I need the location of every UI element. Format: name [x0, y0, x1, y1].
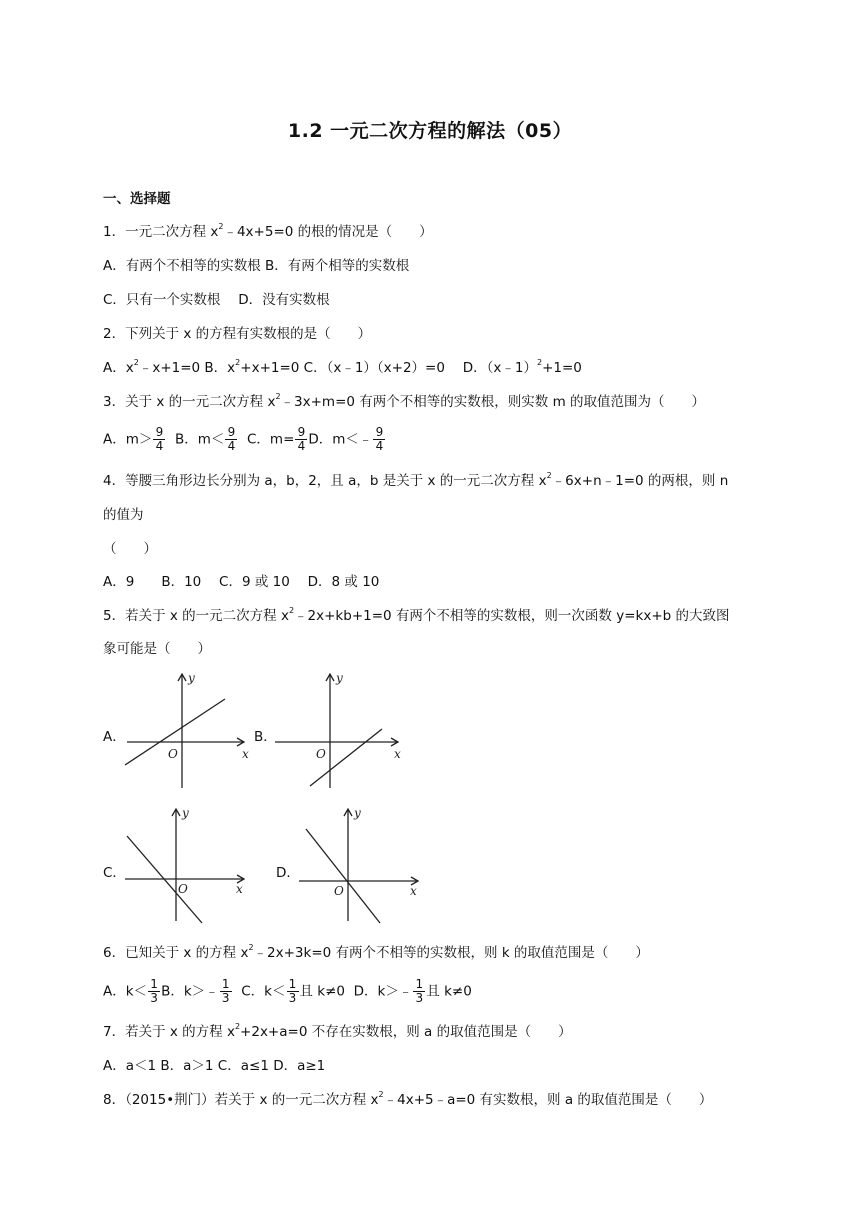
question-7: 7．若关于 x 的方程 $x^2+2x+a=0$ 不存在实数根，则 a 的取值范围是（ ）: [103, 1022, 572, 1040]
question-2: 2．下列关于 x 的方程有实数根的是（ ）: [103, 326, 372, 342]
svg-text:y: y: [182, 806, 189, 820]
svg-text:x: x: [242, 747, 249, 761]
fraction: $\frac{1}{3}$: [220, 978, 232, 1005]
question-3: 3．关于 x 的一元二次方程 $x^2﹣3x+m=0$ 有两个不相等的实数根，则实数 m 的取值范围为（ ）: [103, 392, 706, 410]
svg-text:y: y: [336, 671, 343, 685]
fraction: $\frac{9}{4}$: [225, 426, 237, 453]
graph-label-b: B．: [254, 729, 277, 745]
question-4-options: A．9 B．10 C．9 或 10 D．8 或 10: [103, 574, 380, 590]
question-6-options: A．k＜ $\frac{1}{3}$ B．k＞﹣ $\frac{1}{3}$ C．k＜ $\frac{1}{3}$ 且 k≠0 D．k＞﹣ $\frac{1}{3}$ 且 k≠0: [103, 977, 472, 1005]
graph-label-d: D．: [276, 865, 300, 881]
fraction: $\frac{1}{3}$: [148, 978, 160, 1005]
question-1-options-row1: A．有两个不相等的实数根 B．有两个相等的实数根: [103, 258, 410, 274]
graph-label-a: A．: [103, 729, 126, 745]
fraction: $\frac{1}{3}$: [413, 978, 425, 1005]
question-5-line2: 象可能是（ ）: [103, 641, 211, 657]
graph-a: [122, 668, 252, 793]
question-7-options: A．a＜1 B．a＞1 C．a≤1 D．a≥1: [103, 1058, 326, 1074]
question-4-line3: （ ）: [103, 541, 157, 557]
svg-text:O: O: [168, 747, 178, 761]
question-3-options: A．m＞ $\frac{9}{4}$ B．m＜ $\frac{9}{4}$ C．m= $\frac{9}{4}$ D．m＜﹣ $\frac{9}{4}$: [103, 426, 386, 453]
graph-d: [296, 803, 426, 928]
question-5: 5．若关于 x 的一元二次方程 $x^2﹣2x+kb+1=0$ 有两个不相等的实数根，则一次函数 y=kx+b 的大致图: [103, 606, 730, 624]
question-2-options: A．$x^2﹣x+1=0$ B．$x^2+x+1=0$ C．（x﹣1）（x+2）=0 D．（x﹣1）$^2$+1=0: [103, 358, 582, 376]
fraction: $\frac{9}{4}$: [295, 426, 307, 453]
graph-label-c: C．: [103, 865, 126, 881]
svg-text:O: O: [178, 882, 188, 896]
fraction: $\frac{9}{4}$: [153, 426, 165, 453]
fraction: $\frac{9}{4}$: [373, 426, 385, 453]
question-6: 6．已知关于 x 的方程 $x^2﹣2x+3k=0$ 有两个不相等的实数根，则 k 的取值范围是（ ）: [103, 943, 649, 961]
svg-text:O: O: [334, 884, 344, 898]
graph-b: [270, 668, 405, 793]
question-4-line2: 的值为: [103, 507, 144, 523]
svg-text:y: y: [188, 671, 195, 685]
svg-text:y: y: [354, 806, 361, 820]
question-1-options-row2: C．只有一个实数根 D．没有实数根: [103, 292, 330, 308]
graph-c: [122, 803, 252, 928]
svg-text:x: x: [236, 882, 243, 896]
svg-text:O: O: [316, 747, 326, 761]
question-1: 1．一元二次方程 $x^2﹣4x+5=0$ 的根的情况是（ ）: [103, 222, 433, 240]
svg-text:x: x: [394, 747, 401, 761]
question-8: 8．（2015•荆门）若关于 x 的一元二次方程 $x^2﹣4x+5﹣a=0$ 有实数根，则 a 的取值范围是（ ）: [103, 1090, 713, 1108]
section-heading: 一、选择题: [103, 191, 171, 207]
fraction: $\frac{1}{3}$: [287, 978, 299, 1005]
page-title: 1.2 一元二次方程的解法（05）: [287, 120, 573, 142]
question-4: 4．等腰三角形边长分别为 a，b，2，且 a，b 是关于 x 的一元二次方程 $x^2﹣6x+n﹣1=0$ 的两根，则 n: [103, 471, 729, 489]
svg-text:x: x: [410, 884, 417, 898]
